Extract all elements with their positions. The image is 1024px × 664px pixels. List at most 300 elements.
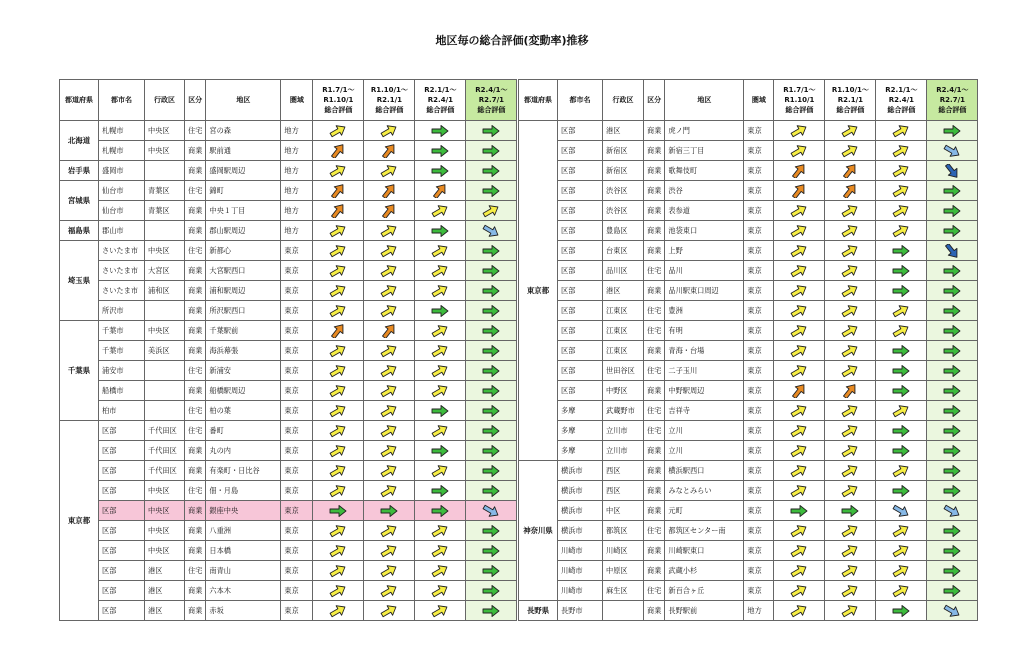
trend-arrow-flat-icon (430, 124, 450, 138)
trend-arrow-ur-icon (789, 124, 809, 138)
table-row (60, 161, 517, 181)
district-cell: 日本橋 (206, 541, 281, 561)
evaluation-cell (876, 461, 927, 481)
evaluation-cell (415, 361, 466, 381)
trend-arrow-ur-icon (430, 384, 450, 398)
trend-arrow-ur-icon (891, 144, 911, 158)
district-cell: 千葉駅前 (206, 321, 281, 341)
header-period-p2 (825, 80, 876, 121)
header-period-line: 総合評価 (887, 106, 916, 114)
evaluation-cell (825, 501, 876, 521)
table-row (519, 261, 978, 281)
evaluation-cell (313, 281, 364, 301)
trend-arrow-ur-icon (840, 344, 860, 358)
ward-cell: 都筑区 (603, 521, 644, 541)
district-cell: 品川 (665, 261, 744, 281)
trend-arrow-ur-icon (379, 484, 399, 498)
header-period-line: 総合評価 (785, 106, 814, 114)
evaluation-cell (927, 561, 978, 581)
trend-arrow-ur-icon (840, 564, 860, 578)
district-cell: 新百合ヶ丘 (665, 581, 744, 601)
evaluation-cell (825, 181, 876, 201)
trend-arrow-flat-icon (891, 604, 911, 618)
zone-cell: 商業 (185, 381, 206, 401)
header-period-p3 (876, 80, 927, 121)
table-row (519, 381, 978, 401)
evaluation-cell (825, 601, 876, 621)
city-cell: 区部 (558, 361, 603, 381)
evaluation-cell (313, 121, 364, 141)
table-row (519, 361, 978, 381)
zone-cell: 商業 (185, 541, 206, 561)
ward-cell: 港区 (145, 601, 185, 621)
evaluation-cell (313, 601, 364, 621)
evaluation-cell (313, 181, 364, 201)
evaluation-cell (927, 241, 978, 261)
district-cell: 武蔵小杉 (665, 561, 744, 581)
prefecture-cell: 宮城県 (60, 181, 99, 221)
trend-arrow-ur-icon (789, 284, 809, 298)
evaluation-cell (876, 221, 927, 241)
trend-arrow-ur-icon (840, 284, 860, 298)
trend-arrow-flat-icon (481, 424, 501, 438)
evaluation-cell (825, 581, 876, 601)
trend-arrow-dr-icon (942, 144, 962, 158)
trend-arrow-ur-icon (840, 204, 860, 218)
trend-arrow-ur-icon (379, 524, 399, 538)
evaluation-cell (313, 561, 364, 581)
zone-cell: 商業 (644, 501, 665, 521)
ward-cell: 世田谷区 (603, 361, 644, 381)
evaluation-cell (313, 441, 364, 461)
trend-arrow-ur-icon (328, 164, 348, 178)
trend-arrow-flat-icon (942, 264, 962, 278)
area-cell: 東京 (281, 261, 313, 281)
trend-arrow-flat-icon (481, 404, 501, 418)
header-period-line: 総合評価 (375, 106, 404, 114)
evaluation-cell (825, 341, 876, 361)
trend-arrow-ur-icon (430, 544, 450, 558)
city-cell: 浦安市 (99, 361, 145, 381)
trend-arrow-flat-icon (891, 444, 911, 458)
evaluation-cell (876, 581, 927, 601)
trend-arrow-flat-icon (481, 184, 501, 198)
trend-arrow-flat-icon (942, 404, 962, 418)
prefecture-cell: 岩手県 (60, 161, 99, 181)
header-period-line: R2.4/1～ (936, 86, 969, 94)
evaluation-cell (876, 181, 927, 201)
area-cell: 東京 (281, 581, 313, 601)
area-cell: 東京 (281, 561, 313, 581)
evaluation-cell (364, 541, 415, 561)
district-cell: 品川駅東口周辺 (665, 281, 744, 301)
trend-arrow-ur-icon (430, 584, 450, 598)
header-period-p3 (415, 80, 466, 121)
evaluation-cell (415, 481, 466, 501)
trend-arrow-ur-icon (789, 584, 809, 598)
trend-arrow-ur-icon (328, 224, 348, 238)
header-period-line: R2.1/1 (837, 96, 863, 104)
evaluation-cell (927, 181, 978, 201)
evaluation-cell (876, 381, 927, 401)
table-row (519, 481, 978, 501)
zone-cell: 商業 (644, 161, 665, 181)
area-cell: 東京 (744, 441, 774, 461)
ward-cell: 千代田区 (145, 461, 185, 481)
trend-arrow-ur-icon (840, 144, 860, 158)
area-cell: 東京 (281, 481, 313, 501)
evaluation-cell (466, 381, 517, 401)
evaluation-cell (774, 241, 825, 261)
trend-arrow-flat-icon (481, 324, 501, 338)
trend-arrow-up-icon (328, 144, 348, 158)
city-cell: 多摩 (558, 441, 603, 461)
ward-cell: 中野区 (603, 381, 644, 401)
trend-arrow-up-icon (840, 384, 860, 398)
table-row (60, 181, 517, 201)
header-period-p1 (774, 80, 825, 121)
area-cell: 東京 (744, 241, 774, 261)
evaluation-cell (774, 141, 825, 161)
evaluation-cell (927, 141, 978, 161)
trend-arrow-ur-icon (789, 144, 809, 158)
header-pref: 都道府県 (60, 80, 99, 121)
area-cell: 地方 (281, 121, 313, 141)
district-cell: 有楽町・日比谷 (206, 461, 281, 481)
evaluation-cell (415, 501, 466, 521)
evaluation-cell (415, 601, 466, 621)
trend-arrow-ur-icon (789, 604, 809, 618)
prefecture-cell: 埼玉県 (60, 241, 99, 321)
trend-arrow-ur-icon (379, 224, 399, 238)
evaluation-cell (876, 321, 927, 341)
ward-cell: 江東区 (603, 341, 644, 361)
trend-arrow-ur-icon (789, 464, 809, 478)
table-row (60, 221, 517, 241)
trend-arrow-ur-icon (840, 364, 860, 378)
district-cell: 長野駅前 (665, 601, 744, 621)
evaluation-cell (364, 141, 415, 161)
header-period-p2 (364, 80, 415, 121)
area-cell: 東京 (281, 441, 313, 461)
evaluation-cell (927, 301, 978, 321)
area-cell: 東京 (744, 381, 774, 401)
evaluation-cell (364, 201, 415, 221)
trend-arrow-ur-icon (789, 444, 809, 458)
evaluation-cell (774, 581, 825, 601)
ward-cell: 浦和区 (145, 281, 185, 301)
city-cell: さいたま市 (99, 281, 145, 301)
evaluation-cell (927, 601, 978, 621)
city-cell: 札幌市 (99, 141, 145, 161)
ward-cell: 港区 (145, 581, 185, 601)
header-city: 都市名 (558, 80, 603, 121)
trend-arrow-ur-icon (379, 404, 399, 418)
evaluation-cell (313, 541, 364, 561)
evaluation-cell (774, 441, 825, 461)
evaluation-cell (466, 261, 517, 281)
evaluation-cell (774, 161, 825, 181)
table-row (60, 601, 517, 621)
city-cell: 区部 (558, 201, 603, 221)
trend-arrow-ur-icon (891, 184, 911, 198)
evaluation-cell (415, 221, 466, 241)
city-cell: 川崎市 (558, 541, 603, 561)
evaluation-cell (825, 281, 876, 301)
evaluation-cell (415, 381, 466, 401)
header-period-line: R2.4/1 (427, 96, 453, 104)
trend-arrow-ur-icon (789, 244, 809, 258)
header-period-line: 総合評価 (324, 106, 353, 114)
header-period-line: R1.7/1～ (783, 86, 816, 94)
city-cell: 区部 (558, 161, 603, 181)
trend-arrow-flat-icon (481, 584, 501, 598)
ward-cell: 豊島区 (603, 221, 644, 241)
trend-arrow-ur-icon (328, 564, 348, 578)
evaluation-cell (466, 361, 517, 381)
trend-arrow-flat-icon (481, 244, 501, 258)
city-cell: 船橋市 (99, 381, 145, 401)
trend-arrow-ur-icon (379, 544, 399, 558)
zone-cell: 商業 (185, 261, 206, 281)
trend-arrow-ur-icon (430, 284, 450, 298)
trend-arrow-ur-icon (840, 484, 860, 498)
trend-arrow-flat-icon (891, 264, 911, 278)
evaluation-cell (927, 281, 978, 301)
evaluation-cell (466, 601, 517, 621)
ward-cell: 台東区 (603, 241, 644, 261)
evaluation-cell (415, 241, 466, 261)
table-row (519, 141, 978, 161)
evaluation-cell (466, 401, 517, 421)
trend-arrow-ur-icon (379, 164, 399, 178)
area-cell: 東京 (744, 161, 774, 181)
district-cell: 新宿三丁目 (665, 141, 744, 161)
trend-arrow-ur-icon (430, 464, 450, 478)
evaluation-cell (825, 261, 876, 281)
evaluation-cell (466, 321, 517, 341)
city-cell: 多摩 (558, 421, 603, 441)
evaluation-cell (927, 161, 978, 181)
ward-cell: 西区 (603, 461, 644, 481)
zone-cell: 商業 (644, 381, 665, 401)
evaluation-cell (466, 541, 517, 561)
table-row (519, 341, 978, 361)
ward-cell (145, 161, 185, 181)
prefecture-cell: 東京都 (60, 421, 99, 621)
prefecture-cell: 長野県 (519, 601, 558, 621)
ward-cell: 中原区 (603, 561, 644, 581)
evaluation-cell (876, 441, 927, 461)
trend-arrow-flat-icon (481, 304, 501, 318)
evaluation-cell (927, 461, 978, 481)
evaluation-cell (466, 581, 517, 601)
area-cell: 東京 (281, 541, 313, 561)
ward-cell: 美浜区 (145, 341, 185, 361)
evaluation-cell (415, 421, 466, 441)
trend-arrow-flat-icon (481, 144, 501, 158)
area-cell: 東京 (281, 281, 313, 301)
district-cell: 郡山駅周辺 (206, 221, 281, 241)
evaluation-cell (415, 181, 466, 201)
trend-arrow-ur-icon (789, 344, 809, 358)
zone-cell: 商業 (644, 601, 665, 621)
area-cell: 地方 (281, 141, 313, 161)
zone-cell: 商業 (185, 141, 206, 161)
trend-arrow-flat-icon (942, 284, 962, 298)
trend-arrow-flat-icon (942, 304, 962, 318)
trend-arrow-flat-icon (430, 484, 450, 498)
evaluation-cell (927, 221, 978, 241)
trend-arrow-ur-icon (891, 204, 911, 218)
ward-cell: 青葉区 (145, 201, 185, 221)
evaluation-cell (466, 281, 517, 301)
area-cell: 東京 (281, 421, 313, 441)
table-row (519, 281, 978, 301)
trend-arrow-flat-icon (942, 184, 962, 198)
district-cell: 盛岡駅周辺 (206, 161, 281, 181)
evaluation-cell (313, 301, 364, 321)
evaluation-cell (927, 201, 978, 221)
header-period-line: R2.1/1～ (885, 86, 918, 94)
city-cell: 区部 (99, 581, 145, 601)
trend-arrow-ur-icon (328, 304, 348, 318)
trend-arrow-ur-icon (840, 244, 860, 258)
district-cell: 歌舞伎町 (665, 161, 744, 181)
ward-cell: 品川区 (603, 261, 644, 281)
header-ward: 行政区 (145, 80, 185, 121)
trend-arrow-flat-icon (891, 364, 911, 378)
header-period-line: R1.10/1 (784, 96, 815, 104)
evaluation-cell (774, 181, 825, 201)
district-cell: 横浜駅西口 (665, 461, 744, 481)
district-cell: 柏の葉 (206, 401, 281, 421)
trend-arrow-flat-icon (430, 144, 450, 158)
ward-cell: 港区 (603, 121, 644, 141)
trend-arrow-ur-icon (379, 124, 399, 138)
trend-arrow-ur-icon (840, 464, 860, 478)
evaluation-cell (415, 301, 466, 321)
zone-cell: 住宅 (185, 361, 206, 381)
header-district: 地区 (665, 80, 744, 121)
zone-cell: 商業 (185, 461, 206, 481)
trend-arrow-flat-icon (942, 224, 962, 238)
header-period-line: 総合評価 (426, 106, 455, 114)
header-period-line: R1.10/1～ (831, 86, 869, 94)
evaluation-cell (415, 401, 466, 421)
zone-cell: 住宅 (644, 361, 665, 381)
ward-cell (603, 601, 644, 621)
area-cell: 東京 (281, 341, 313, 361)
ward-cell: 武蔵野市 (603, 401, 644, 421)
area-cell: 東京 (744, 481, 774, 501)
area-cell: 東京 (744, 541, 774, 561)
trend-arrow-flat-icon (481, 264, 501, 278)
table-row (60, 421, 517, 441)
trend-arrow-flat-icon (942, 204, 962, 218)
trend-arrow-ur-icon (379, 464, 399, 478)
trend-arrow-ur-icon (379, 604, 399, 618)
trend-arrow-dr-icon (891, 504, 911, 518)
evaluation-cell (876, 501, 927, 521)
table-row (60, 501, 517, 521)
ward-cell: 中央区 (145, 121, 185, 141)
trend-arrow-ur-icon (379, 584, 399, 598)
header-zone: 区分 (644, 80, 665, 121)
table-row (60, 241, 517, 261)
evaluation-cell (927, 361, 978, 381)
zone-cell: 住宅 (185, 181, 206, 201)
district-cell: 新都心 (206, 241, 281, 261)
table-row (519, 561, 978, 581)
header-area: 圏域 (744, 80, 774, 121)
evaluation-cell (927, 341, 978, 361)
trend-arrow-ur-icon (379, 284, 399, 298)
evaluation-cell (825, 361, 876, 381)
city-cell: 区部 (558, 281, 603, 301)
zone-cell: 住宅 (644, 301, 665, 321)
trend-arrow-ur-icon (840, 424, 860, 438)
trend-arrow-down-icon (942, 164, 962, 178)
trend-arrow-flat-icon (481, 164, 501, 178)
table-row (60, 361, 517, 381)
trend-arrow-up-icon (379, 204, 399, 218)
ward-cell: 中央区 (145, 241, 185, 261)
evaluation-cell (927, 321, 978, 341)
trend-arrow-flat-icon (942, 584, 962, 598)
evaluation-cell (927, 441, 978, 461)
evaluation-cell (927, 521, 978, 541)
trend-arrow-flat-icon (942, 544, 962, 558)
evaluation-cell (825, 161, 876, 181)
city-cell: 区部 (99, 501, 145, 521)
evaluation-cell (313, 261, 364, 281)
trend-arrow-dr-icon (942, 604, 962, 618)
evaluation-cell (364, 501, 415, 521)
city-cell: 区部 (99, 481, 145, 501)
trend-arrow-ur-icon (328, 244, 348, 258)
table-row (519, 581, 978, 601)
trend-arrow-flat-icon (942, 384, 962, 398)
evaluation-cell (774, 481, 825, 501)
trend-arrow-flat-icon (942, 424, 962, 438)
zone-cell: 住宅 (185, 561, 206, 581)
evaluation-cell (364, 121, 415, 141)
trend-arrow-flat-icon (481, 124, 501, 138)
evaluation-cell (313, 341, 364, 361)
page-title: 地区毎の総合評価(変動率)推移 (435, 34, 589, 47)
evaluation-cell (415, 141, 466, 161)
evaluation-cell (927, 401, 978, 421)
district-cell: 吉祥寺 (665, 401, 744, 421)
evaluation-cell (876, 401, 927, 421)
ward-cell: 中央区 (145, 521, 185, 541)
trend-arrow-ur-icon (789, 304, 809, 318)
table-row (60, 121, 517, 141)
evaluation-cell (825, 441, 876, 461)
trend-arrow-flat-icon (481, 444, 501, 458)
trend-arrow-ur-icon (430, 524, 450, 538)
district-cell: 赤坂 (206, 601, 281, 621)
trend-arrow-flat-icon (891, 384, 911, 398)
table-row (60, 261, 517, 281)
evaluation-cell (825, 321, 876, 341)
table-row (519, 401, 978, 421)
evaluation-cell (876, 121, 927, 141)
table-row (60, 541, 517, 561)
evaluation-cell (415, 461, 466, 481)
trend-arrow-flat-icon (481, 604, 501, 618)
